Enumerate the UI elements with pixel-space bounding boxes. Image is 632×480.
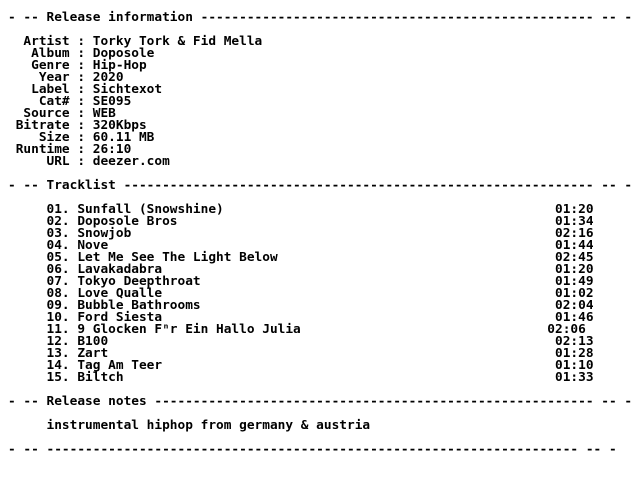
track-row: 07. Tokyo Deepthroat 01:49: [8, 274, 594, 289]
release-notes-text: instrumental hiphop from germany & austria: [8, 418, 371, 433]
info-label: Label : Sichtexot: [8, 82, 163, 97]
info-source: Source : WEB: [8, 106, 116, 121]
track-row: 04. Nove 01:44: [8, 238, 594, 253]
track-row: 08. Love Qualle 01:02: [8, 286, 594, 301]
info-genre: Genre : Hip-Hop: [8, 58, 147, 73]
footer-divider: - -- --------------------------------------------------------------------- -- -: [8, 442, 617, 457]
track-row: 11. 9 Glocken Fⁿr Ein Hallo Julia 02:06: [8, 322, 586, 337]
info-runtime: Runtime : 26:10: [8, 142, 132, 157]
info-bitrate: Bitrate : 320Kbps: [8, 118, 147, 133]
info-artist: Artist : Torky Tork & Fid Mella: [8, 34, 263, 49]
track-row: 14. Tag Am Teer 01:10: [8, 358, 594, 373]
release-notes-header: - -- Release notes --------------------------------------------------------- -- -: [8, 394, 632, 409]
track-row: 02. Doposole Bros 01:34: [8, 214, 594, 229]
track-row: 12. B100 02:13: [8, 334, 594, 349]
info-catalog: Cat# : SE095: [8, 94, 132, 109]
tracklist-header: - -- Tracklist ------------------------------------------------------------- -- -: [8, 178, 632, 193]
release-information-header: - -- Release information --------------------------------------------------- -- -: [8, 10, 632, 25]
track-row: 03. Snowjob 02:16: [8, 226, 594, 241]
track-row: 10. Ford Siesta 01:46: [8, 310, 594, 325]
track-row: 01. Sunfall (Snowshine) 01:20: [8, 202, 594, 217]
track-row: 15. Biltch 01:33: [8, 370, 594, 385]
track-row: 13. Zart 01:28: [8, 346, 594, 361]
track-row: 09. Bubble Bathrooms 02:04: [8, 298, 594, 313]
info-size: Size : 60.11 MB: [8, 130, 155, 145]
track-row: 05. Let Me See The Light Below 02:45: [8, 250, 594, 265]
info-year: Year : 2020: [8, 70, 124, 85]
info-url: URL : deezer.com: [8, 154, 170, 169]
info-album: Album : Doposole: [8, 46, 155, 61]
track-row: 06. Lavakadabra 01:20: [8, 262, 594, 277]
